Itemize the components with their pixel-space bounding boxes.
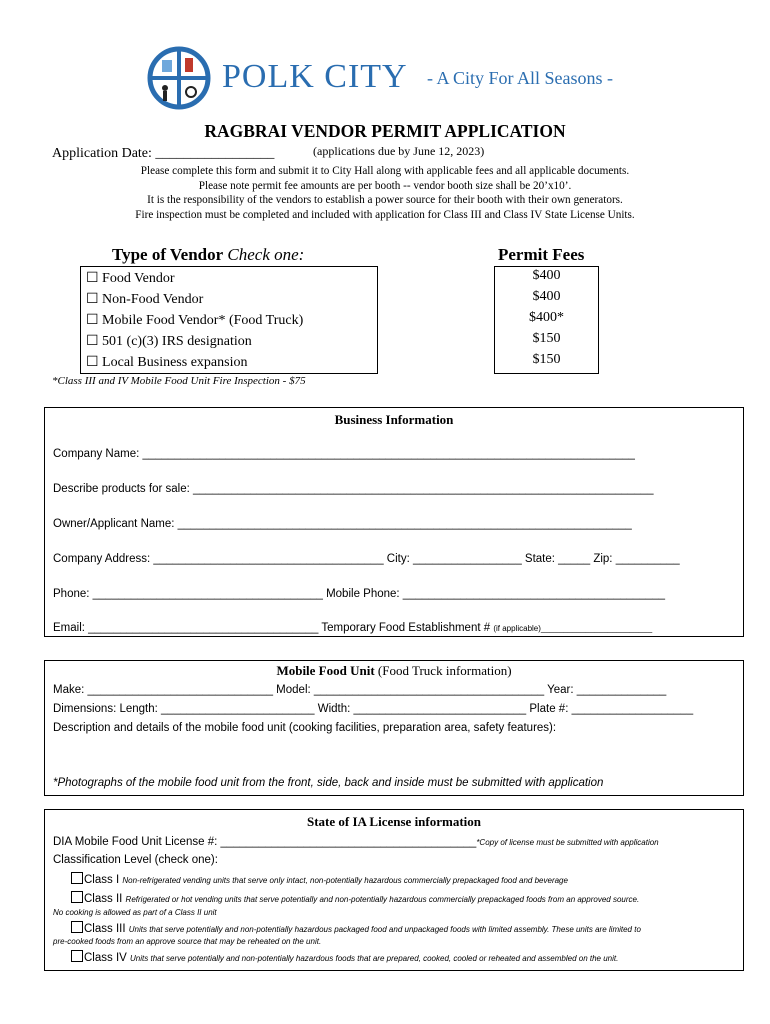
establishment-number-line: _________________________ [540, 624, 653, 633]
class-2-description: Refrigerated or hot vending units that serve potentially and non-potentially hazardous commercially prepackaged foods from an approved source. [125, 895, 640, 904]
unit-description-field[interactable]: Description and details of the mobile food unit (cooking facilities, preparation area, safety features): [53, 722, 557, 734]
class-4-label: Class IV [84, 952, 127, 964]
vendor-type-options [80, 266, 378, 374]
instruction-line: Please complete this form and submit it to City Hall along with applicable fees and all applicable documents. [140, 165, 630, 177]
license-copy-note: *Copy of license must be submitted with application [476, 838, 659, 847]
permit-fees-list [494, 266, 599, 374]
fee-value: $150 [532, 352, 561, 367]
class-1-checkbox[interactable] [71, 872, 83, 884]
mobile-unit-title-rest: (Food Truck information) [374, 663, 512, 678]
vendor-option-non-food[interactable]: ☐ Non-Food Vendor [86, 292, 204, 307]
class-3-description: Units that serve potentially and non-potentially hazardous packaged food and unpackaged foods with limited assembly. These units are limited to [128, 925, 641, 934]
owner-name-field[interactable]: Owner/Applicant Name: _______________________________________________________________________ [53, 518, 632, 530]
mobile-unit-title-bold: Mobile Food Unit [276, 663, 375, 678]
license-number-field[interactable] [53, 836, 659, 848]
license-number-label: DIA Mobile Food Unit License #: ________________________________________ [53, 836, 477, 848]
class-3-option[interactable] [71, 921, 641, 935]
class-2-description-cont: No cooking is allowed as part of a Class II unit [53, 908, 217, 917]
due-date-note: (applications due by June 12, 2023) [313, 144, 485, 158]
instructions [0, 164, 770, 222]
products-field[interactable]: Describe products for sale: ________________________________________________________________________ [53, 483, 654, 495]
instruction-line: Fire inspection must be completed and included with application for Class III and Class IV State License Units. [135, 208, 635, 221]
class-4-checkbox[interactable] [71, 950, 83, 962]
vendor-option-mobile-food[interactable]: ☐ Mobile Food Vendor* (Food Truck) [86, 313, 304, 328]
vendor-type-label: Type of Vendor [112, 245, 224, 264]
class-3-description-cont: pre-cooked foods from an approve source that may be reheated on the unit. [53, 937, 322, 946]
fee-value: $150 [532, 331, 561, 346]
classification-label: Classification Level (check one): [53, 854, 218, 866]
email-label: Email: ____________________________________ Temporary Food Establishment # [53, 622, 491, 634]
city-logo-icon [147, 46, 211, 110]
instruction-line: It is the responsibility of the vendors to establish a power source for their booth with their own generators. [147, 194, 623, 206]
logo-tagline: - A City For All Seasons - [427, 68, 614, 88]
phone-field[interactable]: Phone: ____________________________________ Mobile Phone: _________________________________________ [53, 588, 666, 600]
state-license-title: State of IA License information [306, 814, 482, 829]
business-info-title: Business Information [334, 412, 454, 427]
if-applicable-note: (if applicable) [493, 624, 541, 633]
instruction-line: Please note permit fee amounts are per booth -- vendor booth size shall be 20’x10’. [198, 179, 572, 192]
fee-value: $400 [532, 268, 561, 283]
class-1-description: Non-refrigerated vending units that serve only intact, non-potentially hazardous commercially prepackaged food and beverage [122, 876, 568, 885]
class-4-description: Units that serve potentially and non-potentially hazardous foods that are prepared, cooked, cooled or reheated and assembled on the unit. [130, 954, 619, 963]
vendor-type-hint: Check one: [227, 245, 305, 264]
address-field[interactable]: Company Address: ____________________________________ City: _________________ State: _____ Zip: __________ [53, 553, 680, 565]
fire-inspection-note: *Class III and IV Mobile Food Unit Fire Inspection - $75 [52, 375, 306, 387]
dimensions-field[interactable]: Dimensions: Length: ________________________ Width: ___________________________ Plate #: ___________________ [53, 703, 694, 715]
vendor-option-local-business[interactable]: ☐ Local Business expansion [86, 355, 248, 370]
page-title: RAGBRAI VENDOR PERMIT APPLICATION [204, 121, 566, 141]
class-2-label: Class II [84, 893, 123, 905]
company-name-field[interactable]: Company Name: _____________________________________________________________________________ [53, 448, 635, 460]
make-model-year-field[interactable]: Make: _____________________________ Model: ____________________________________ Year: ______________ [53, 684, 667, 696]
class-2-option[interactable] [71, 891, 639, 905]
permit-fees-heading: Permit Fees [498, 245, 585, 264]
logo-name: POLK CITY [222, 58, 408, 95]
vendor-type-heading [112, 245, 304, 265]
class-2-checkbox[interactable] [71, 891, 83, 903]
class-3-label: Class III [84, 923, 126, 935]
fee-value: $400 [532, 289, 561, 304]
mobile-unit-title [45, 663, 743, 679]
class-3-checkbox[interactable] [71, 921, 83, 933]
application-date-field[interactable]: Application Date: _________________ [52, 146, 275, 161]
state-license-section [44, 809, 744, 971]
vendor-option-food[interactable]: ☐ Food Vendor [86, 271, 175, 286]
class-1-option[interactable] [71, 872, 568, 886]
class-4-option[interactable] [71, 950, 618, 964]
class-1-label: Class I [84, 874, 120, 886]
vendor-option-501c3[interactable]: ☐ 501 (c)(3) IRS designation [86, 334, 252, 349]
fee-value: $400* [529, 310, 564, 325]
photo-requirement-note: *Photographs of the mobile food unit from the front, side, back and inside must be submitted with application [53, 777, 604, 789]
email-field[interactable] [53, 622, 652, 634]
mobile-food-unit-section [44, 660, 744, 796]
business-info-section [44, 407, 744, 637]
